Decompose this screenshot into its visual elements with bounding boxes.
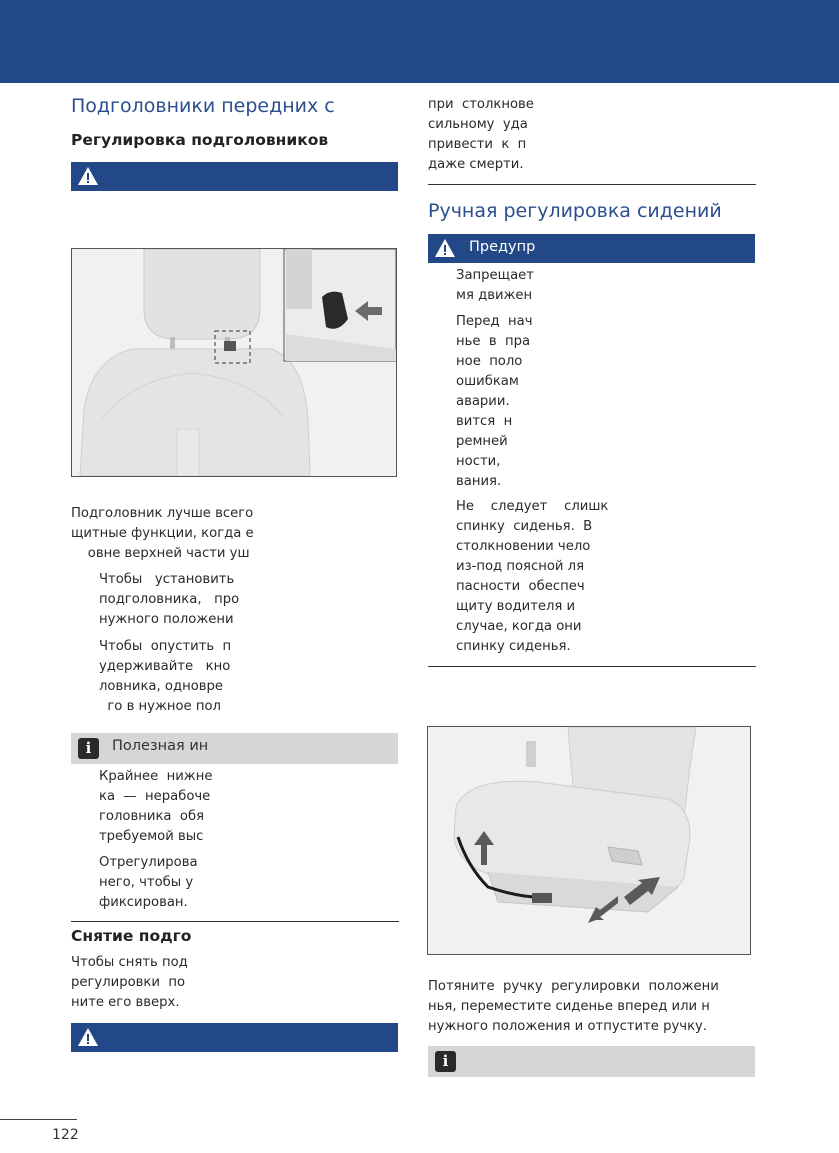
warning-bar-seats bbox=[428, 234, 755, 263]
header-band bbox=[0, 0, 839, 83]
info-icon: i bbox=[78, 738, 99, 759]
headrest-intro-text: Подголовник лучше всего щитные функции, когда е овне верхней части уш bbox=[71, 506, 254, 561]
bullet-lower: Чтобы опустить п удерживайте кно ловника, одновре го в нужное пол bbox=[99, 639, 232, 714]
bullet-raise: Чтобы установить подголовника, про нужного положени bbox=[99, 572, 240, 627]
warning-item-2: Перед нач нье в пра ное поло ошибкам аварии. вится н ремней ности, вания. bbox=[456, 314, 533, 489]
warning-label: Предупр bbox=[469, 239, 536, 255]
warning-bar-bottom bbox=[71, 1023, 398, 1052]
headrest-figure bbox=[71, 248, 397, 477]
warning-item-3: Не следует слишк спинку сиденья. В столкновении чело из-под поясной ля пасности обеспеч щиту водителя и случае, когда они спинку сиденья. bbox=[456, 499, 609, 654]
page-number: 122 bbox=[52, 1127, 79, 1143]
divider bbox=[428, 184, 756, 185]
seat-adjust-figure bbox=[427, 726, 751, 955]
footer-line bbox=[0, 1119, 77, 1120]
info-label: Полезная ин bbox=[112, 738, 209, 754]
warning-triangle-icon bbox=[77, 166, 99, 186]
info-item-2: Отрегулирова него, чтобы у фиксирован. bbox=[99, 855, 198, 910]
warning-bar bbox=[71, 162, 398, 191]
seat-caption: Потяните ручку регулировки положени нья, переместите сиденье вперед или н нужного положения и отпустите ручку. bbox=[428, 979, 719, 1034]
subsection-title-adjust: Регулировка подголовников bbox=[71, 131, 329, 149]
warning-triangle-icon bbox=[77, 1027, 99, 1047]
removal-text: Чтобы снять под регулировки по ните его вверх. bbox=[71, 955, 188, 1010]
divider bbox=[428, 666, 756, 667]
info-item-1: Крайнее нижне ка — нерабоче головника обя требуемой выс bbox=[99, 769, 213, 844]
warning-triangle-icon bbox=[434, 238, 456, 258]
collision-text: при столкнове сильному уда привести к п даже смерти. bbox=[428, 97, 534, 172]
divider bbox=[71, 921, 399, 922]
info-bar bbox=[71, 733, 398, 764]
info-icon: i bbox=[435, 1051, 456, 1072]
info-bar-seats bbox=[428, 1046, 755, 1077]
section-title-headrests: Подголовники передних с bbox=[71, 95, 335, 117]
section-title-seats: Ручная регулировка сидений bbox=[428, 200, 722, 222]
removal-title: Снятие подго bbox=[71, 927, 192, 945]
warning-item-1: Запрещает мя движен bbox=[456, 268, 534, 303]
